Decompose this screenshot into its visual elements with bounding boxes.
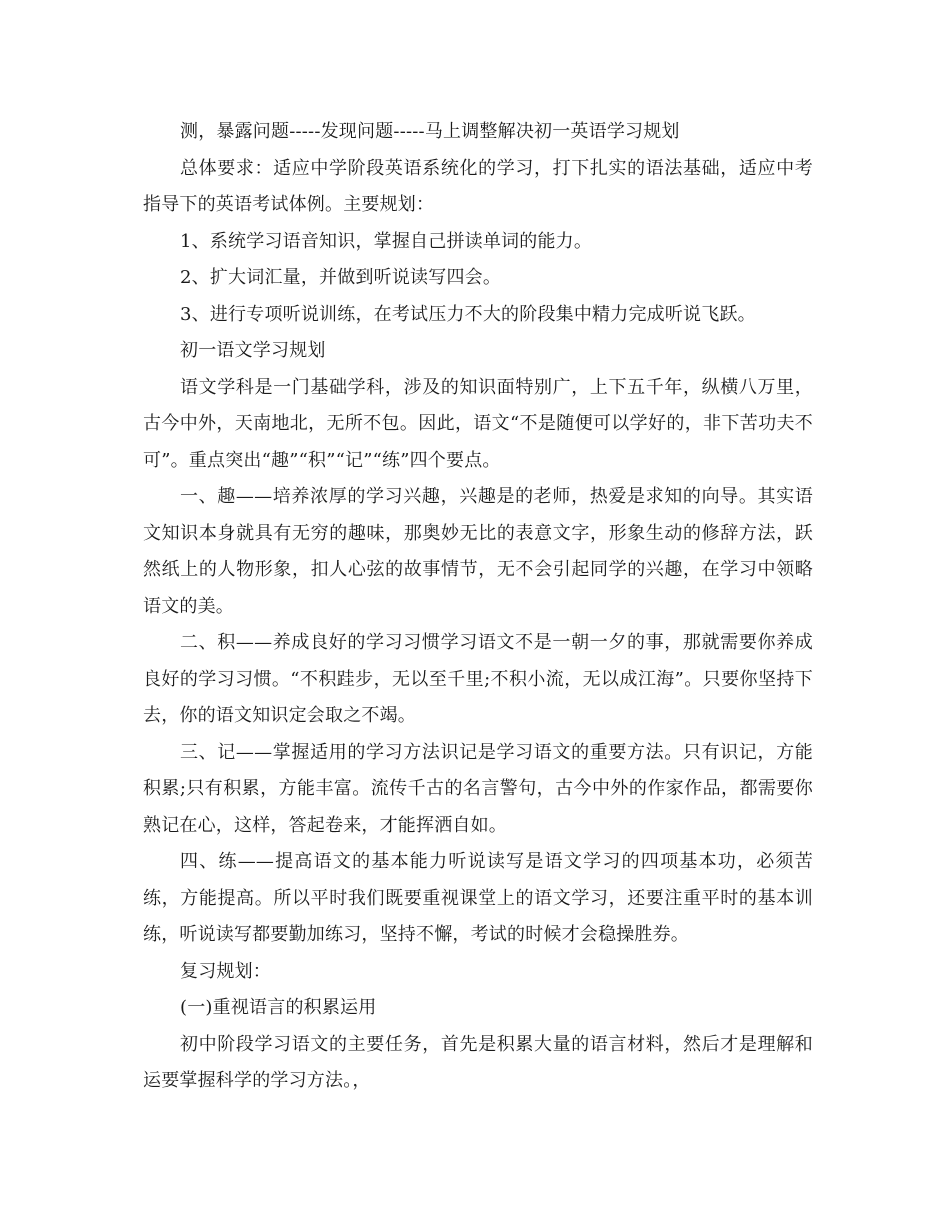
paragraph: 初中阶段学习语文的主要任务，首先是积累大量的语言材料，然后才是理解和运要掌握科学的学习方法。，: [143, 1033, 813, 1091]
list-item: 2、扩大词汇量，并做到听说读写四会。: [180, 267, 502, 288]
paragraph: 三、记——掌握适用的学习方法识记是学习语文的重要方法。只有识记，方能积累;只有积累，方能丰富。流传千古的名言警句，古今中外的作家作品，都需要你熟记在心，这样，答起卷来，才能挥洒自如。: [143, 741, 813, 836]
paragraph: 语文学科是一门基础学科，涉及的知识面特别广，上下五千年，纵横八万里，古今中外，天南地北，无所不包。因此，语文“不是随便可以学好的，非下苦功夫不可”。重点突出“趣”“积”“记”“练”四个要点。: [143, 376, 813, 471]
document-body: [143, 114, 813, 1100]
paragraph: 测，暴露问题-----发现问题-----马上调整解决初一英语学习规划: [180, 121, 680, 142]
paragraph: 四、练——提高语文的基本能力听说读写是语文学习的四项基本功，必须苦练，方能提高。所以平时我们既要重视课堂上的语文学习，还要注重平时的基本训练，听说读写都要勤加练习，坚持不懈，考试的时候才会稳操胜券。: [143, 851, 813, 945]
paragraph: 总体要求：适应中学阶段英语系统化的学习，打下扎实的语法基础，适应中考指导下的英语考试体例。主要规划：: [143, 157, 813, 215]
paragraph: 二、积——养成良好的学习习惯学习语文不是一朝一夕的事，那就需要你养成良好的学习习惯。“不积跬步，无以至千里;不积小流，无以成江海”。只要你坚持下去，你的语文知识定会取之不竭。: [143, 632, 813, 726]
section-heading: 初一语文学习规划: [180, 340, 326, 361]
subsection-heading: (一)重视语言的积累运用: [180, 997, 377, 1018]
list-item: 3、进行专项听说训练，在考试压力不大的阶段集中精力完成听说飞跃。: [180, 303, 756, 325]
section-heading: 复习规划：: [180, 960, 271, 982]
list-item: 1、系统学习语音知识，掌握自己拼读单词的能力。: [180, 230, 593, 252]
paragraph: 一、趣——培养浓厚的学习兴趣，兴趣是的老师，热爱是求知的向导。其实语文知识本身就具有无穷的趣味，那奥妙无比的表意文字，形象生动的修辞方法，跃然纸上的人物形象，扣人心弦的故事情节，无不会引起同学的兴趣，在学习中领略语文的美。: [143, 486, 813, 617]
